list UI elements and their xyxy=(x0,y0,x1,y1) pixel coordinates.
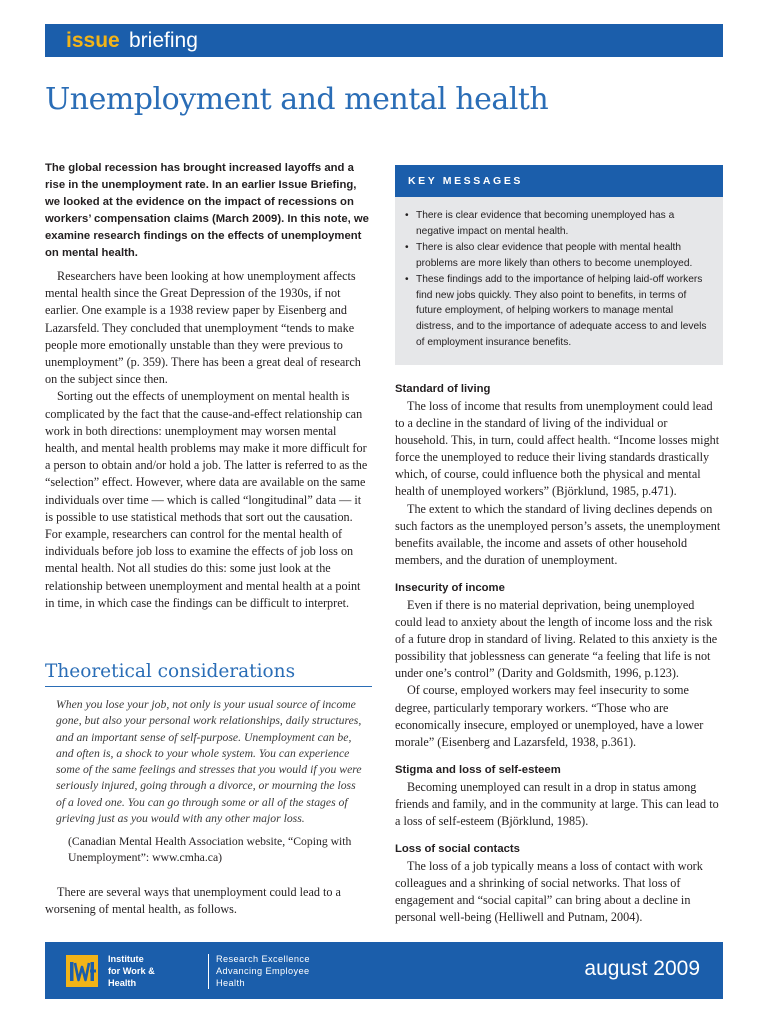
institute-name: Institute for Work & Health xyxy=(108,954,155,988)
section-heading-social-contacts: Loss of social contacts xyxy=(395,843,520,856)
body-paragraph: The loss of a job typically means a loss of contact with work colleagues and a shrinking of social networks. That loss of engagement and “social capital” can bring about a decline in personal well-being (Helliwell and Putnam, 2004). xyxy=(395,859,703,925)
intro-summary: The global recession has brought increased layoffs and a rise in the unemployment rate. In an earlier Issue Briefing, we looked at the evidence on the impact of recessions on workers’ compensation claims (March 2009). In this note, we examine research findings on the effects of unemployment on mental health. xyxy=(45,162,369,259)
body-paragraph: The extent to which the standard of living declines depends on such factors as the unemployed person’s assets, the unemployment benefits available, the income and assets of other household members, and the duration of unemployment. xyxy=(395,501,721,567)
section-heading-standard-of-living: Standard of living xyxy=(395,383,491,395)
footer-divider xyxy=(208,954,209,989)
key-messages-box xyxy=(395,197,723,365)
issue-briefing-banner xyxy=(45,24,723,57)
key-messages-title: KEY MESSAGES xyxy=(408,175,524,187)
issue-date: august 2009 xyxy=(584,957,700,980)
key-message-item: • There is also clear evidence that people with mental health problems are more likely than others to become unemployed. xyxy=(416,240,709,272)
cmha-quote: When you lose your job, not only is your usual source of income gone, but also your personal work relationships, daily structures, and an important sense of self-purpose. Unemployment can be, and often is, a shock to your whole system. You can experience some of the same feelings and stresses that you would if you were seriously injured, going through a divorce, or mourning the loss of a loved one. You can go through some or all of the stages of grieving just as you would with any other major loss. xyxy=(56,698,362,826)
institute-tagline: Research Excellence Advancing Employee Health xyxy=(216,954,310,988)
footer-bar xyxy=(45,942,723,999)
iwh-logo xyxy=(66,955,98,987)
banner-briefing-word: briefing xyxy=(129,29,198,52)
right-body-text xyxy=(395,381,723,926)
banner-issue-word: issue xyxy=(66,29,120,52)
body-paragraph: Of course, employed workers may feel insecurity to some degree, particularly temporary workers. “Those who are economically insecure, employed or unemployed, have a lower morale” (Eisenberg and Lazarsfeld, 1938, p.361). xyxy=(395,683,704,749)
body-paragraph: There are several ways that unemployment could lead to a worsening of mental health, as follows. xyxy=(45,885,341,917)
body-paragraph: Sorting out the effects of unemployment on mental health is complicated by the fact that the cause-and-effect relationship can work in both directions: unemployment may worsen mental health, and mental health problems may make it more difficult for a person to obtain and/or hold a job. The latter is referred to as the “selection” effect. However, where data are available on the same individuals over time — which is called “longitudinal” data — it is possible to use statistical methods that sort out the causation. For example, researchers can control for the mental health of individuals before job loss to examine the effects of job loss on mental health. Not all studies do this: some just look at the relationship between unemployment and mental health at a point in time, in which case the findings can be difficult to interpret. xyxy=(45,389,368,610)
section-heading-insecurity-of-income: Insecurity of income xyxy=(395,581,505,594)
key-message-item: • There is clear evidence that becoming unemployed has a negative impact on mental health. xyxy=(416,208,709,240)
body-paragraph: The loss of income that results from unemployment could lead to a decline in the standard of living of the individual or household. This, in turn, could affect health. “Income losses might force the unemployed to reduce their living standards drastically which, of course, could influence both the physical and mental health of unemployed workers” (Björklund, 1985, p.471). xyxy=(395,399,720,499)
key-messages-header xyxy=(395,165,723,197)
left-body-text xyxy=(45,268,372,612)
section-heading-stigma: Stigma and loss of self-esteem xyxy=(395,763,561,776)
page-title: Unemployment and mental health xyxy=(45,82,549,117)
body-paragraph: Becoming unemployed can result in a drop in status among friends and family, and in the community at large. This can lead to a loss of self-esteem (Björklund, 1985). xyxy=(395,779,719,828)
iwh-logo-icon xyxy=(66,955,98,987)
quote-citation: (Canadian Mental Health Association website, “Coping with Unemployment”: www.cmha.ca) xyxy=(68,835,352,865)
theoretical-considerations-heading: Theoretical considerations xyxy=(45,661,372,687)
key-messages-list xyxy=(395,197,723,351)
body-paragraph: Even if there is no material deprivation, being unemployed could lead to anxiety about the length of income loss and the risk of a future drop in standard of living. Related to this anxiety is the possibility that joblessness can generate “a feeling that life is not under one’s control” (Darity and Goldsmith, 1996, p.123). xyxy=(395,597,718,681)
body-paragraph: Researchers have been looking at how unemployment affects mental health since the Great Depression of the 1930s, if not earlier. One example is a 1938 review paper by Eisenberg and Lazarsfeld. They concluded that unemployment “tends to make people more emotionally unstable than they were previous to unemployment” (p. 359). There has been a great deal of research on the subject since then. xyxy=(45,269,361,387)
key-message-item: • These findings add to the importance of helping laid-off workers find new jobs quickly. They also point to benefits, in terms of future employment, of helping workers to manage mental distress, and to the importance of adequate access to and levels of employment insurance benefits. xyxy=(416,272,709,352)
